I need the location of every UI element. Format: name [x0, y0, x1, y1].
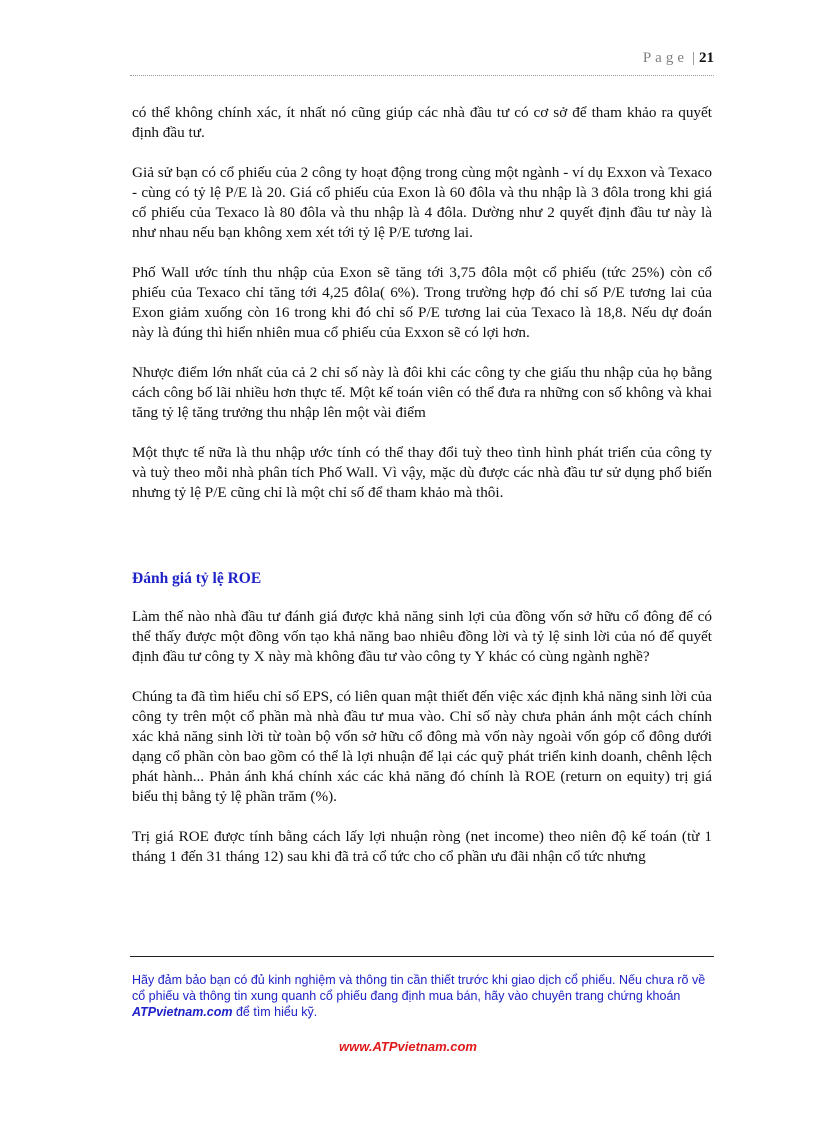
page-label: Page	[642, 50, 688, 66]
footer-brand-link[interactable]: ATPvietnam.com	[132, 1005, 233, 1019]
body-paragraph: Nhược điểm lớn nhất của cả 2 chỉ số này là đôi khi các công ty che giấu thu nhập của họ bằng cách công bố lãi nhiều hơn thực tế. Một kế toán viên có thể đưa ra những con số không và khai tăng tỷ lệ tăng trưởng thu nhập lên một vài điểm	[132, 364, 712, 421]
section-paragraph: Trị giá ROE được tính bằng cách lấy lợi nhuận ròng (net income) theo niên độ kế toán (từ 1 tháng 1 đến 31 tháng 12) sau khi đã trả cổ tức cho cổ phần ưu đãi nhận cổ tức nhưng	[132, 828, 712, 865]
page-separator: |	[691, 50, 695, 66]
header-divider	[130, 75, 714, 76]
section-heading: Đánh giá tỷ lệ ROE	[132, 570, 262, 587]
footer-note	[132, 972, 714, 1020]
footer-note-text-end: để tìm hiểu kỹ.	[232, 1005, 318, 1019]
page-number: 21	[699, 50, 714, 66]
section-paragraph: Chúng ta đã tìm hiểu chỉ số EPS, có liên quan mật thiết đến việc xác định khả năng sinh lời của công ty trên một cổ phần mà nhà đầu tư mua vào. Chỉ số này chưa phản ánh một cách chính xác khả năng sinh lời từ toàn bộ vốn sở hữu cổ đông mà vốn này ngoài vốn góp cổ đông dưới dạng cổ phần còn bao gồm có thể là lợi nhuận để lại các quỹ phát triển kinh doanh, chênh lệch phát hành... Phản ánh khá chính xác các khả năng đó chính là ROE (return on equity) trị giá biểu thị bằng tỷ lệ phần trăm (%).	[132, 688, 712, 805]
body-paragraph: Phố Wall ước tính thu nhập của Exon sẽ tăng tới 3,75 đôla một cổ phiếu (tức 25%) còn cổ phiếu của Texaco chỉ tăng tới 4,25 đôla( 6%). Trong trường hợp đó chỉ số P/E tương lai của Exon giảm xuống còn 16 trong khi đó chỉ số P/E tương lai của Texaco là 18,8. Nếu dự đoán này là đúng thì hiển nhiên mua cổ phiếu của Exxon sẽ có lợi hơn.	[132, 264, 712, 341]
page-header	[643, 50, 714, 67]
body-paragraph: có thể không chính xác, ít nhất nó cũng giúp các nhà đầu tư có cơ sở để tham khảo ra quyết định đầu tư.	[132, 104, 712, 141]
section-paragraph: Làm thế nào nhà đầu tư đánh giá được khả năng sinh lợi của đồng vốn sở hữu cổ đông để có thể thấy được một đồng vốn tạo khả năng bao nhiêu đồng lời và tỷ lệ sinh lời của nó để quyết định đầu tư công ty X này mà không đầu tư vào công ty Y khác có cùng ngành nghề?	[132, 608, 712, 665]
website-link[interactable]: www.ATPvietnam.com	[339, 1039, 477, 1054]
footer-divider	[130, 956, 714, 957]
body-paragraph: Giả sử bạn có cổ phiếu của 2 công ty hoạt động trong cùng một ngành - ví dụ Exxon và Texaco - cùng có tỷ lệ P/E là 20. Giá cổ phiếu của Exon là 60 đôla và thu nhập là 3 đôla trong khi giá cổ phiếu của Texaco là 80 đôla và thu nhập là 4 đôla. Dường như 2 quyết định đầu tư này là như nhau nếu bạn không xem xét tới tỷ lệ P/E tương lai.	[132, 164, 712, 241]
body-paragraph: Một thực tế nữa là thu nhập ước tính có thể thay đổi tuỳ theo tình hình phát triển của công ty và tuỳ theo mỗi nhà phân tích Phố Wall. Vì vậy, mặc dù được các nhà đầu tư sử dụng phổ biến nhưng tỷ lệ P/E cũng chỉ là một chỉ số để tham khảo mà thôi.	[132, 444, 712, 501]
footer-note-text: Hãy đảm bảo bạn có đủ kinh nghiệm và thông tin cần thiết trước khi giao dịch cổ phiếu. Nếu chưa rõ về cổ phiếu và thông tin xung quanh cổ phiếu đang định mua bán, hãy vào chuyên trang chứng khoán	[132, 973, 706, 1003]
page-body	[132, 103, 712, 887]
